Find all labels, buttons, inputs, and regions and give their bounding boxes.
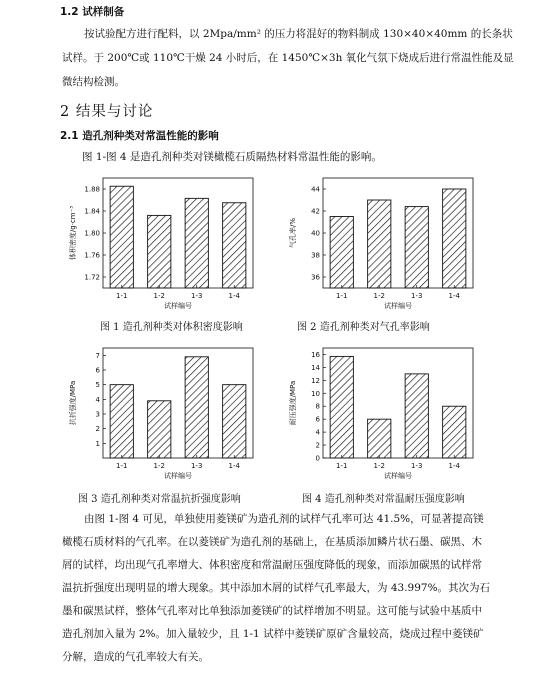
y-tick-label: 36 — [311, 273, 320, 282]
bar — [368, 419, 391, 458]
x-axis-label: 试样编号 — [384, 472, 412, 480]
x-axis-label: 试样编号 — [384, 302, 412, 310]
x-tick-label: 1-1 — [336, 292, 348, 300]
x-axis-label: 试样编号 — [164, 472, 192, 480]
x-tick-label: 1-1 — [336, 462, 348, 470]
para-line: 屑的试样，均出现气孔率增大、体积密度和常温耐压强度降低的现象，而添加碳黑的试样常 — [62, 559, 482, 571]
y-tick-label: 0 — [315, 454, 320, 463]
x-tick-label: 1-4 — [448, 292, 460, 300]
chart-bulk-density — [55, 170, 270, 315]
y-axis-label: 气孔率/% — [289, 217, 297, 249]
y-tick-label: 14 — [311, 363, 320, 372]
y-axis-label: 抗折强度/MPa — [69, 380, 77, 426]
y-tick-label: 6 — [95, 366, 100, 375]
para-line: 橄榄石质材料的气孔率。在以菱镁矿为造孔剂的基础上，在基质添加鳞片状石墨、碳黑、木 — [62, 536, 482, 548]
bar — [185, 357, 208, 458]
para-line: 造孔剂加入量为 2%。加入量较少，且 1-1 试样中菱镁矿原矿含量较高，烧成过程中菱镁矿 — [62, 628, 484, 640]
y-tick-label: 44 — [311, 185, 320, 194]
bar — [148, 401, 171, 458]
x-tick-label: 1-3 — [191, 462, 203, 470]
x-tick-label: 1-2 — [153, 292, 165, 300]
x-tick-label: 1-1 — [116, 462, 128, 470]
para-line: 由图 1-图 4 可见，单独使用菱镁矿为造孔剂的试样气孔率可达 41.5%，可显著提高镁 — [84, 513, 484, 525]
x-tick-label: 1-2 — [373, 462, 385, 470]
figure-caption: 图 3 造孔剂种类对常温抗折强度影响 — [78, 494, 241, 505]
figure-caption: 图 1 造孔剂种类对体积密度影响 — [100, 322, 243, 333]
bar — [405, 374, 428, 458]
y-tick-label: 6 — [315, 415, 320, 424]
section-heading-2: 2 结果与讨论 — [60, 104, 154, 120]
y-tick-label: 3 — [95, 410, 100, 419]
bar — [110, 186, 133, 288]
y-tick-label: 4 — [315, 428, 320, 437]
x-tick-label: 1-4 — [228, 292, 240, 300]
chart-compressive-strength — [275, 340, 490, 485]
bar — [223, 203, 246, 288]
para-line: 按试验配方进行配料，以 2Mpa/mm² 的压力将混好的物料制成 130×40×40mm 的长条状 — [84, 28, 513, 40]
y-tick-label: 1.80 — [84, 229, 100, 238]
para-line: 墨和碳黑试样，整体气孔率对比单独添加菱镁矿的试样增加不明显。这可能与试验中基质中 — [62, 605, 482, 617]
x-tick-label: 1-4 — [228, 462, 240, 470]
y-tick-label: 1.84 — [84, 207, 100, 216]
y-tick-label: 42 — [311, 207, 320, 216]
x-tick-label: 1-2 — [373, 292, 385, 300]
y-tick-label: 1.72 — [84, 273, 100, 282]
section-heading-2-1: 2.1 造孔剂种类对常温性能的影响 — [60, 130, 219, 142]
y-tick-label: 38 — [311, 251, 320, 260]
intro-line: 图 1-图 4 是造孔剂种类对镁橄榄石质隔热材料常温性能的影响。 — [82, 151, 382, 163]
x-tick-label: 1-4 — [448, 462, 460, 470]
x-tick-label: 1-3 — [411, 462, 423, 470]
x-tick-label: 1-1 — [116, 292, 128, 300]
y-tick-label: 2 — [315, 441, 320, 450]
chart-flexural-strength — [55, 340, 270, 485]
bar — [330, 217, 353, 289]
x-axis-label: 试样编号 — [164, 302, 192, 310]
bar — [443, 189, 466, 288]
bar — [148, 215, 171, 288]
x-tick-label: 1-3 — [191, 292, 203, 300]
y-tick-label: 2 — [95, 425, 100, 434]
y-axis-label: 耐压强度/MPa — [289, 380, 297, 426]
y-tick-label: 8 — [315, 402, 320, 411]
x-tick-label: 1-2 — [153, 462, 165, 470]
figure-caption: 图 4 造孔剂种类对常温耐压强度影响 — [302, 494, 465, 505]
figure-caption: 图 2 造孔剂种类对气孔率影响 — [297, 322, 430, 333]
y-tick-label: 1.88 — [84, 185, 100, 194]
chart-porosity — [275, 170, 490, 315]
y-tick-label: 4 — [95, 395, 100, 404]
bar — [443, 406, 466, 458]
y-tick-label: 5 — [95, 381, 100, 390]
y-tick-label: 10 — [311, 389, 320, 398]
y-axis-label: 体积密度/g·cm⁻³ — [69, 205, 77, 261]
bar — [110, 385, 133, 458]
y-tick-label: 40 — [311, 229, 320, 238]
y-tick-label: 12 — [311, 376, 320, 385]
bar — [330, 356, 353, 458]
x-tick-label: 1-3 — [411, 292, 423, 300]
y-tick-label: 7 — [95, 351, 100, 360]
y-tick-label: 1.76 — [84, 251, 100, 260]
bar — [368, 200, 391, 288]
section-heading-1-2: 1.2 试样制备 — [60, 6, 125, 18]
para-line: 温抗折强度出现明显的增大现象。其中添加木屑的试样气孔率最大，为 43.997%。其次为石 — [62, 582, 491, 594]
bar — [223, 385, 246, 458]
y-tick-label: 16 — [311, 350, 320, 359]
para-line: 微结构检测。 — [62, 76, 125, 88]
bar — [185, 198, 208, 288]
para-line: 分解，造成的气孔率较大有关。 — [62, 651, 209, 663]
y-tick-label: 1 — [95, 439, 100, 448]
para-line: 试样。于 200℃或 110℃干燥 24 小时后，在 1450℃×3h 氧化气氛下烧成后进行常温性能及显 — [62, 52, 514, 64]
bar — [405, 207, 428, 288]
